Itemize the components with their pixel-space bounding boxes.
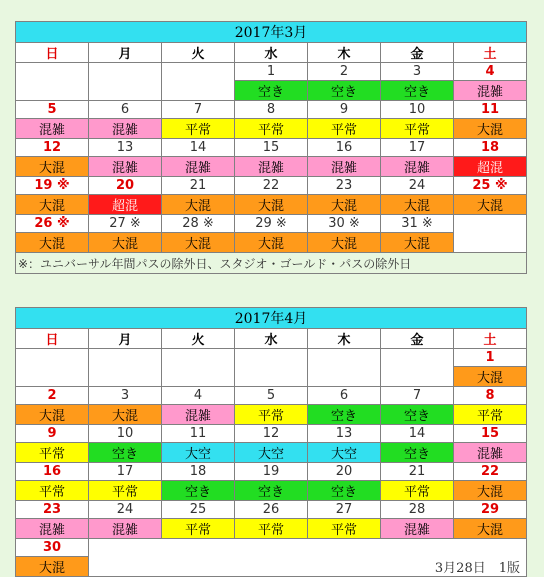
weekday-sun: 日 — [16, 329, 89, 349]
status-cell: 平常 — [308, 519, 381, 539]
status-cell: 空き — [381, 405, 454, 425]
date-cell: 15 — [454, 425, 527, 443]
date-cell: 18 — [162, 463, 235, 481]
weekday-mon: 月 — [89, 43, 162, 63]
version-note: 3月28日 1版 — [89, 539, 527, 577]
status-cell: 空き — [235, 481, 308, 501]
calendar-march — [15, 21, 527, 274]
date-cell: 24 — [381, 177, 454, 195]
date-cell: 11 — [454, 101, 527, 119]
status-cell: 大混 — [454, 119, 527, 139]
date-cell: 7 — [381, 387, 454, 405]
date-cell: 16 — [16, 463, 89, 481]
date-cell: 8 — [454, 387, 527, 405]
weekday-wed: 水 — [235, 329, 308, 349]
status-cell: 大混 — [308, 195, 381, 215]
status-cell: 大混 — [454, 367, 527, 387]
date-cell: 22 — [454, 463, 527, 481]
date-cell: 28 ※ — [162, 215, 235, 233]
status-cell: 大混 — [454, 519, 527, 539]
date-cell: 4 — [162, 387, 235, 405]
status-cell: 空き — [162, 481, 235, 501]
date-cell: 28 — [381, 501, 454, 519]
status-cell: 空き — [381, 443, 454, 463]
status-cell: 空き — [308, 481, 381, 501]
status-cell: 平常 — [235, 405, 308, 425]
status-cell: 空き — [308, 405, 381, 425]
status-cell: 混雑 — [454, 443, 527, 463]
status-cell: 大混 — [16, 195, 89, 215]
date-cell: 23 — [16, 501, 89, 519]
date-cell: 9 — [308, 101, 381, 119]
date-cell: 21 — [381, 463, 454, 481]
date-cell: 13 — [89, 139, 162, 157]
status-cell: 混雑 — [89, 157, 162, 177]
date-cell: 8 — [235, 101, 308, 119]
date-cell: 29 ※ — [235, 215, 308, 233]
date-cell: 12 — [16, 139, 89, 157]
empty-day — [89, 63, 162, 101]
weekday-tue: 火 — [162, 43, 235, 63]
status-cell: 大混 — [381, 233, 454, 253]
status-cell: 大混 — [16, 557, 89, 577]
date-cell: 22 — [235, 177, 308, 195]
status-cell: 平常 — [235, 119, 308, 139]
date-cell: 5 — [235, 387, 308, 405]
date-cell: 17 — [381, 139, 454, 157]
date-cell: 10 — [89, 425, 162, 443]
status-cell: 大混 — [235, 195, 308, 215]
status-cell: 空き — [89, 443, 162, 463]
status-cell: 大混 — [162, 195, 235, 215]
date-cell: 3 — [89, 387, 162, 405]
status-cell: 超混 — [89, 195, 162, 215]
empty-day — [454, 215, 527, 253]
date-cell: 16 — [308, 139, 381, 157]
empty-day — [16, 63, 89, 101]
date-cell: 17 — [89, 463, 162, 481]
empty-day — [16, 349, 89, 387]
status-cell: 混雑 — [235, 157, 308, 177]
empty-day — [235, 349, 308, 387]
status-cell: 大混 — [235, 233, 308, 253]
date-cell: 4 — [454, 63, 527, 81]
date-cell: 7 — [162, 101, 235, 119]
status-cell: 大混 — [16, 405, 89, 425]
date-cell: 31 ※ — [381, 215, 454, 233]
status-cell: 平常 — [89, 481, 162, 501]
status-cell: 混雑 — [16, 519, 89, 539]
empty-day — [89, 349, 162, 387]
status-cell: 混雑 — [89, 119, 162, 139]
date-cell: 19 ※ — [16, 177, 89, 195]
empty-day — [308, 349, 381, 387]
weekday-thu: 木 — [308, 329, 381, 349]
date-cell: 5 — [16, 101, 89, 119]
status-cell: 混雑 — [89, 519, 162, 539]
status-cell: 超混 — [454, 157, 527, 177]
weekday-thu: 木 — [308, 43, 381, 63]
weekday-wed: 水 — [235, 43, 308, 63]
date-cell: 26 ※ — [16, 215, 89, 233]
date-cell: 9 — [16, 425, 89, 443]
status-cell: 空き — [308, 81, 381, 101]
status-cell: 大混 — [89, 233, 162, 253]
date-cell: 18 — [454, 139, 527, 157]
date-cell: 26 — [235, 501, 308, 519]
status-cell: 平常 — [381, 481, 454, 501]
status-cell: 混雑 — [308, 157, 381, 177]
status-cell: 平常 — [454, 405, 527, 425]
weekday-mon: 月 — [89, 329, 162, 349]
date-cell: 3 — [381, 63, 454, 81]
status-cell: 大混 — [454, 195, 527, 215]
status-cell: 空き — [381, 81, 454, 101]
date-cell: 20 — [308, 463, 381, 481]
date-cell: 30 ※ — [308, 215, 381, 233]
status-cell: 大混 — [381, 195, 454, 215]
date-cell: 29 — [454, 501, 527, 519]
status-cell: 平常 — [308, 119, 381, 139]
exclusion-note: ※：ユニバーサル年間パスの除外日、スタジオ・ゴールド・パスの除外日 — [16, 253, 527, 274]
status-cell: 平常 — [162, 119, 235, 139]
date-cell: 6 — [308, 387, 381, 405]
date-cell: 2 — [308, 63, 381, 81]
status-cell: 大空 — [162, 443, 235, 463]
month-title: 2017年4月 — [16, 308, 527, 329]
date-cell: 6 — [89, 101, 162, 119]
status-cell: 空き — [235, 81, 308, 101]
status-cell: 混雑 — [162, 157, 235, 177]
date-cell: 11 — [162, 425, 235, 443]
date-cell: 27 ※ — [89, 215, 162, 233]
date-cell: 19 — [235, 463, 308, 481]
status-cell: 大空 — [308, 443, 381, 463]
status-cell: 混雑 — [16, 119, 89, 139]
month-title: 2017年3月 — [16, 22, 527, 43]
date-cell: 14 — [381, 425, 454, 443]
status-cell: 平常 — [381, 119, 454, 139]
date-cell: 15 — [235, 139, 308, 157]
date-cell: 23 — [308, 177, 381, 195]
date-cell: 25 ※ — [454, 177, 527, 195]
status-cell: 平常 — [235, 519, 308, 539]
date-cell: 13 — [308, 425, 381, 443]
calendar-april — [15, 307, 527, 577]
weekday-sun: 日 — [16, 43, 89, 63]
date-cell: 10 — [381, 101, 454, 119]
weekday-fri: 金 — [381, 43, 454, 63]
status-cell: 混雑 — [162, 405, 235, 425]
status-cell: 大混 — [308, 233, 381, 253]
date-cell: 1 — [235, 63, 308, 81]
date-cell: 20 — [89, 177, 162, 195]
status-cell: 大空 — [235, 443, 308, 463]
weekday-sat: 土 — [454, 329, 527, 349]
weekday-sat: 土 — [454, 43, 527, 63]
status-cell: 大混 — [454, 481, 527, 501]
date-cell: 24 — [89, 501, 162, 519]
date-cell: 30 — [16, 539, 89, 557]
weekday-tue: 火 — [162, 329, 235, 349]
date-cell: 2 — [16, 387, 89, 405]
date-cell: 21 — [162, 177, 235, 195]
status-cell: 平常 — [16, 443, 89, 463]
date-cell: 27 — [308, 501, 381, 519]
empty-day — [381, 349, 454, 387]
status-cell: 混雑 — [381, 519, 454, 539]
empty-day — [162, 63, 235, 101]
date-cell: 14 — [162, 139, 235, 157]
status-cell: 大混 — [16, 157, 89, 177]
status-cell: 平常 — [162, 519, 235, 539]
date-cell: 25 — [162, 501, 235, 519]
status-cell: 混雑 — [381, 157, 454, 177]
status-cell: 大混 — [89, 405, 162, 425]
status-cell: 混雑 — [454, 81, 527, 101]
empty-day — [162, 349, 235, 387]
date-cell: 1 — [454, 349, 527, 367]
status-cell: 平常 — [16, 481, 89, 501]
status-cell: 大混 — [16, 233, 89, 253]
weekday-fri: 金 — [381, 329, 454, 349]
status-cell: 大混 — [162, 233, 235, 253]
date-cell: 12 — [235, 425, 308, 443]
